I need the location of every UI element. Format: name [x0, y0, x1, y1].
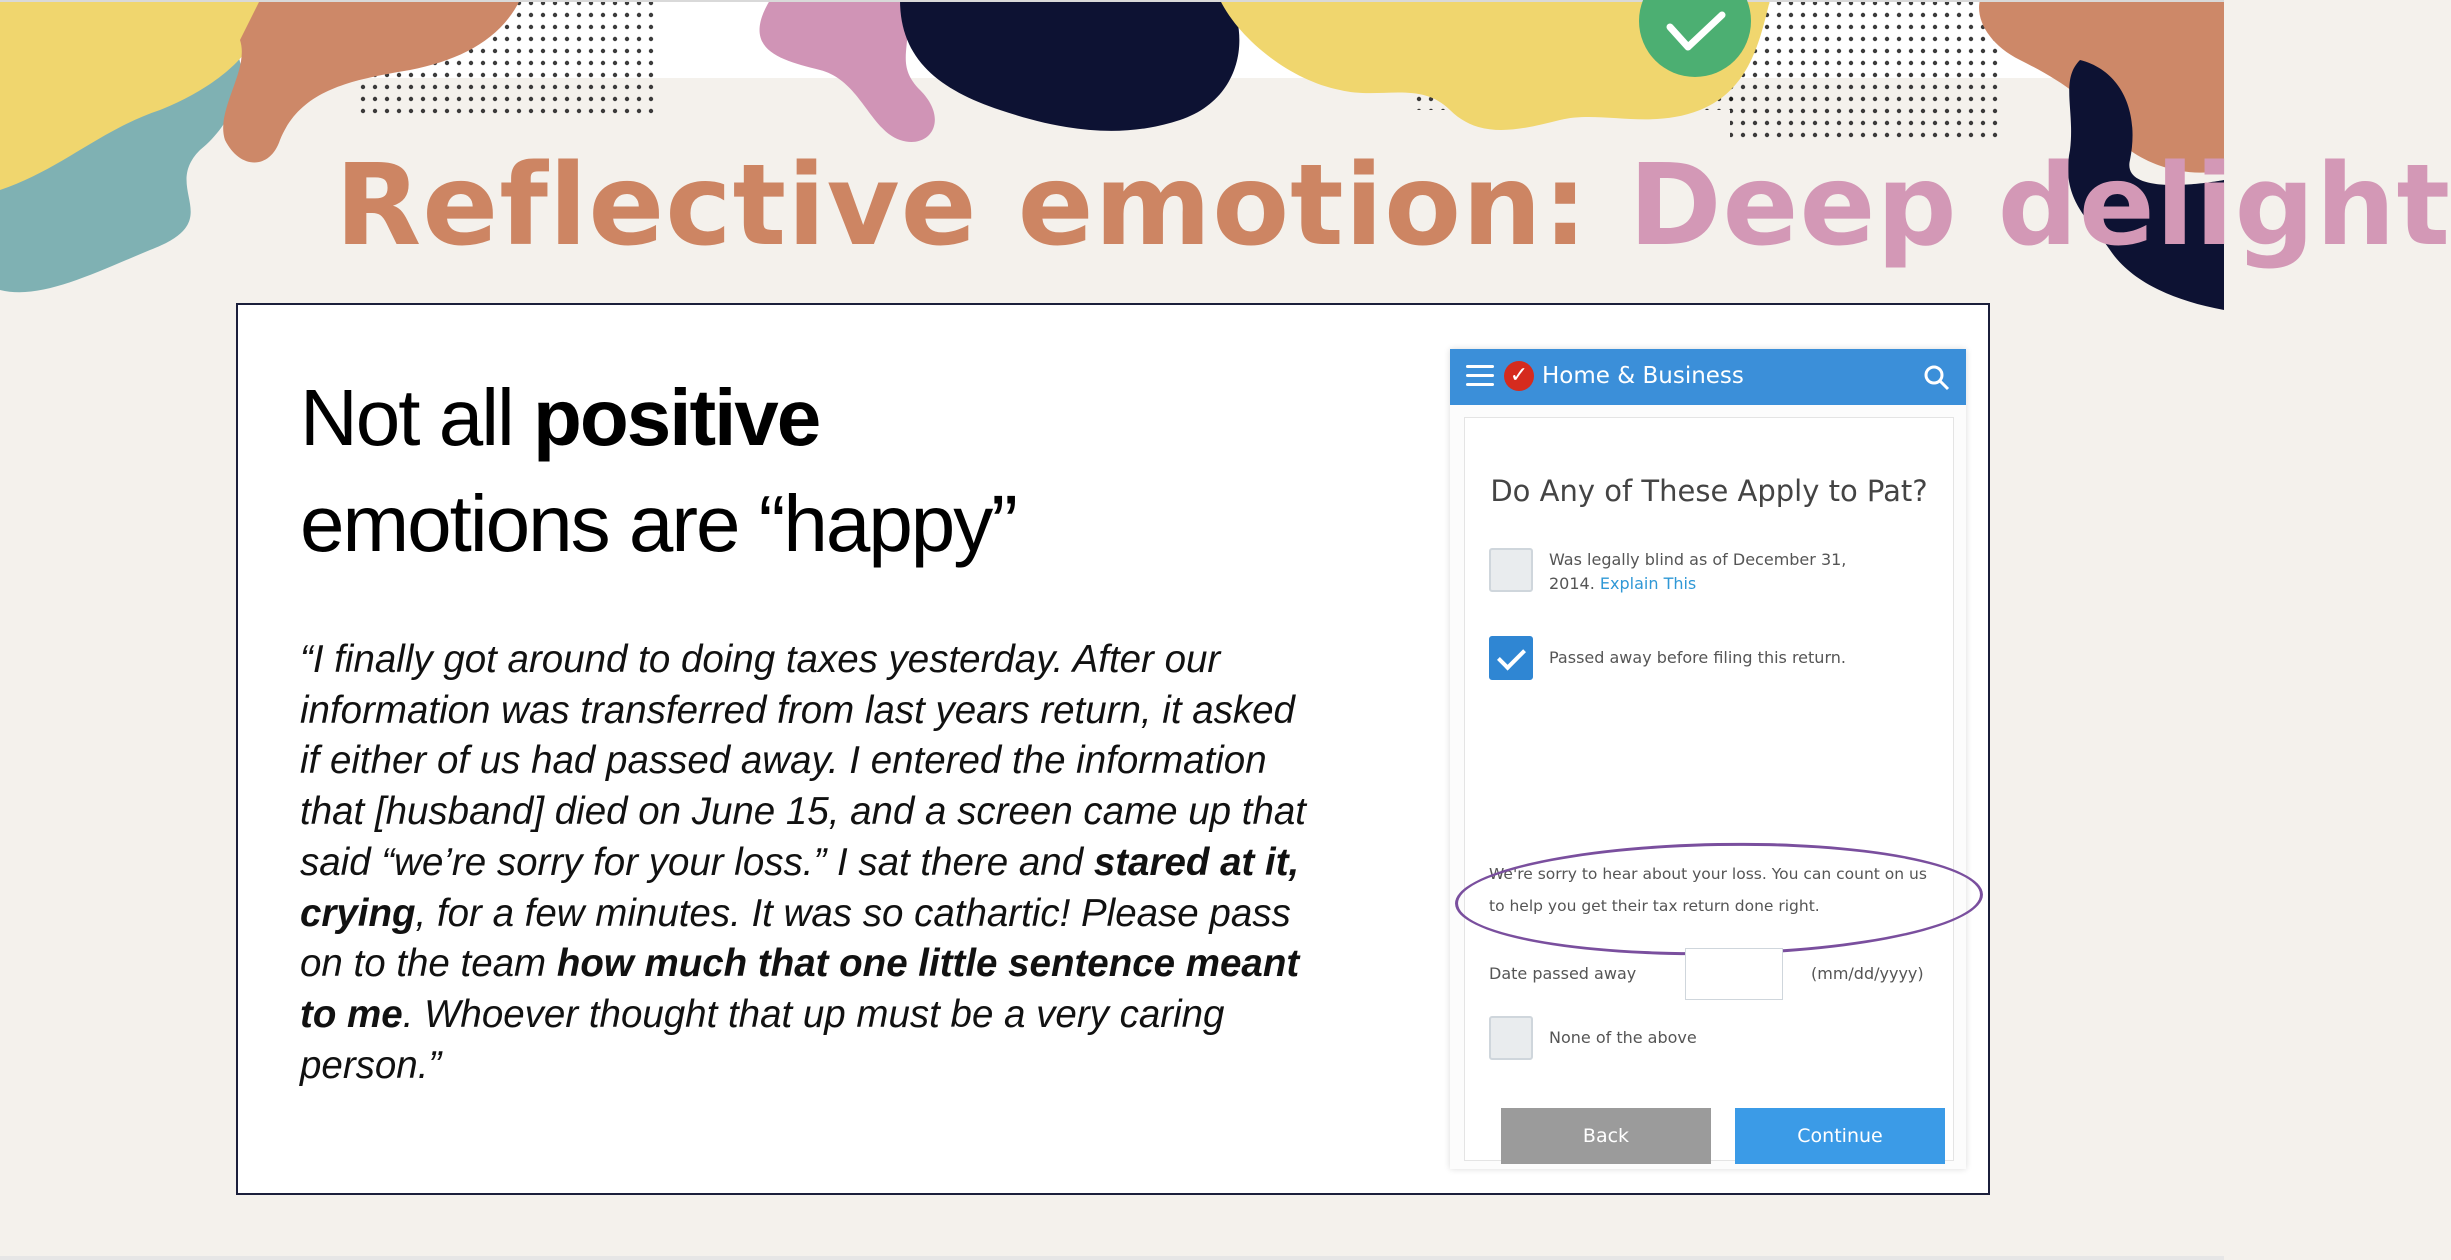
option-legally-blind-text: Was legally blind as of December 31, 2014. — [1549, 550, 1847, 593]
turbotax-check-logo-icon: ✓ — [1504, 361, 1534, 391]
heading-line1-bold: positive — [532, 373, 820, 462]
checkbox-passed-away[interactable] — [1489, 636, 1533, 680]
question-title: Do Any of These Apply to Pat? — [1490, 474, 1928, 508]
panel-heading — [300, 365, 1016, 577]
search-icon[interactable] — [1922, 363, 1952, 393]
back-button[interactable]: Back — [1501, 1108, 1711, 1164]
option-passed-away: Passed away before filing this return. — [1549, 648, 1846, 667]
date-passed-away-input[interactable] — [1685, 948, 1783, 1000]
condolence-message: We're sorry to hear about your loss. You can count on us to help you get their tax return done right. — [1489, 865, 1927, 915]
explain-this-link[interactable]: Explain This — [1599, 574, 1697, 593]
option-none-of-the-above: None of the above — [1549, 1028, 1697, 1047]
heading-line1-pre: Not all — [300, 373, 533, 462]
option-legally-blind — [1549, 548, 1849, 596]
app-header — [1450, 349, 1966, 405]
app-screenshot — [1450, 349, 1966, 1169]
quote-bold-1: stared at it, crying — [300, 840, 1300, 935]
quote-part-2: , for a few minutes. It was so cathartic! Please pass on to the team — [300, 891, 1291, 986]
date-format-hint: (mm/dd/yyyy) — [1811, 964, 1924, 983]
menu-icon[interactable] — [1466, 365, 1494, 387]
quote-part-3: . Whoever thought that up must be a very caring person.” — [300, 992, 1225, 1087]
quote-part-1: “I finally got around to doing taxes yesterday. After our information was transferred from last years return, it asked if either of us had passed away. I entered the information that [husband] died on June 15, and a screen came up that said “we’re sorry for your loss.” I sat there and — [300, 638, 1307, 884]
slide-title — [335, 141, 2451, 271]
checkmark-badge-icon — [1642, 5, 1748, 81]
content-panel — [236, 303, 1990, 1195]
title-part-1: Reflective emotion: — [335, 141, 1629, 271]
heading-line2: emotions are “happy” — [300, 479, 1016, 568]
title-part-2: Deep delight — [1628, 141, 2451, 271]
app-name: Home & Business — [1542, 363, 1744, 389]
date-passed-away-label: Date passed away — [1489, 964, 1637, 983]
checkbox-none-of-the-above[interactable] — [1489, 1016, 1533, 1060]
highlight-ellipse — [1454, 838, 1984, 959]
question-card — [1464, 417, 1954, 1161]
quote-bold-2: how much that one little sentence meant to me — [300, 942, 1300, 1036]
testimonial-quote — [300, 635, 1320, 1091]
continue-button[interactable]: Continue — [1735, 1108, 1945, 1164]
checkbox-legally-blind[interactable] — [1489, 548, 1533, 592]
